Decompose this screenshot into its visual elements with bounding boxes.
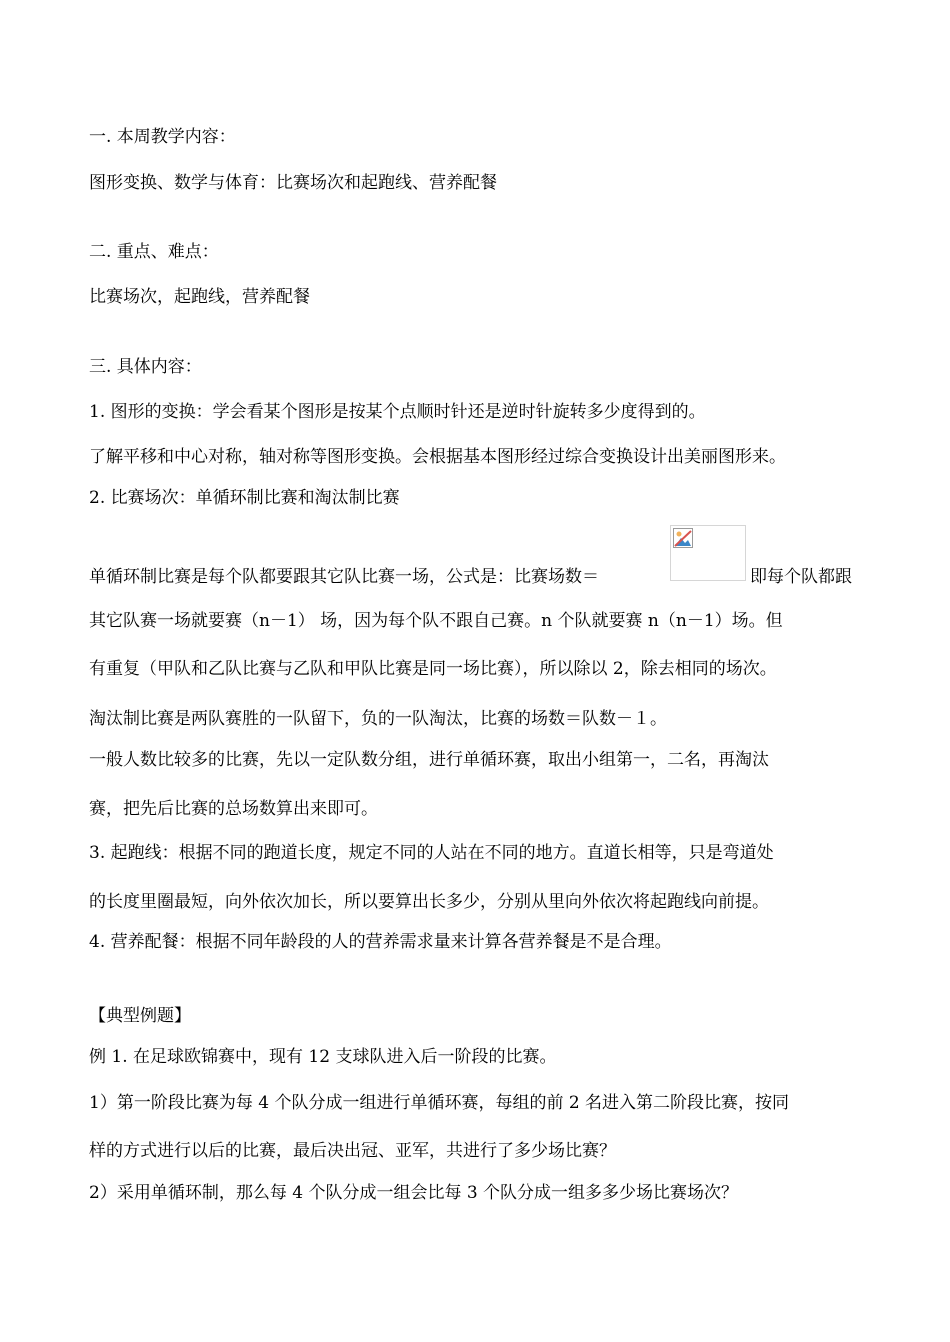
section1-body: 图形变换、数学与体育：比赛场次和起跑线、营养配餐 [89, 173, 497, 193]
section3-heading: 三. 具体内容： [89, 357, 202, 377]
example1-q2: 2）采用单循环制，那么每 4 个队分成一组会比每 3 个队分成一组多多少场比赛场次？ [89, 1183, 739, 1203]
item3-line1: 3. 起跑线：根据不同的跑道长度，规定不同的人站在不同的地方。直道长相等，只是弯道处 [89, 843, 774, 863]
item2-p1-before-formula: 单循环制比赛是每个队都要跟其它队比赛一场，公式是：比赛场数＝ [89, 567, 599, 587]
item2-p1-after-formula: 即每个队都跟 [750, 567, 852, 587]
item1-line1: 1. 图形的变换：学会看某个图形是按某个点顺时针还是逆时针旋转多少度得到的。 [89, 402, 706, 422]
section2-heading: 二. 重点、难点： [89, 242, 219, 262]
examples-heading: 【典型例题】 [89, 1006, 191, 1026]
broken-image-icon [673, 528, 693, 548]
item2-p3-line2: 赛，把先后比赛的总场数算出来即可。 [89, 799, 378, 819]
item2-title: 2. 比赛场次：单循环制比赛和淘汰制比赛 [89, 488, 400, 508]
item4: 4. 营养配餐：根据不同年龄段的人的营养需求量来计算各营养餐是不是合理。 [89, 932, 672, 952]
item2-p2: 淘汰制比赛是两队赛胜的一队留下，负的一队淘汰，比赛的场数＝队数－１。 [89, 709, 667, 729]
item2-p1-line3: 有重复（甲队和乙队比赛与乙队和甲队比赛是同一场比赛），所以除以 2，除去相同的场次。 [89, 659, 777, 679]
example1-q1-line2: 样的方式进行以后的比赛，最后决出冠、亚军，共进行了多少场比赛？ [89, 1141, 616, 1161]
item2-p1-line2: 其它队赛一场就要赛（n－1） 场，因为每个队不跟自己赛。n 个队就要赛 n（n－1）场。但 [89, 611, 783, 631]
formula-image [670, 525, 746, 581]
item1-line2: 了解平移和中心对称，轴对称等图形变换。会根据基本图形经过综合变换设计出美丽图形来。 [89, 447, 786, 467]
section1-heading: 一. 本周教学内容： [89, 127, 236, 147]
example1-title: 例 1. 在足球欧锦赛中，现有 12 支球队进入后一阶段的比赛。 [89, 1047, 557, 1067]
section2-body: 比赛场次，起跑线，营养配餐 [89, 287, 310, 307]
example1-q1-line1: 1）第一阶段比赛为每 4 个队分成一组进行单循环赛，每组的前 2 名进入第二阶段比赛，按同 [89, 1093, 790, 1113]
item2-p3-line1: 一般人数比较多的比赛，先以一定队数分组，进行单循环赛，取出小组第一，二名，再淘汰 [89, 750, 769, 770]
item3-line2: 的长度里圈最短，向外依次加长，所以要算出长多少，分别从里向外依次将起跑线向前提。 [89, 892, 769, 912]
